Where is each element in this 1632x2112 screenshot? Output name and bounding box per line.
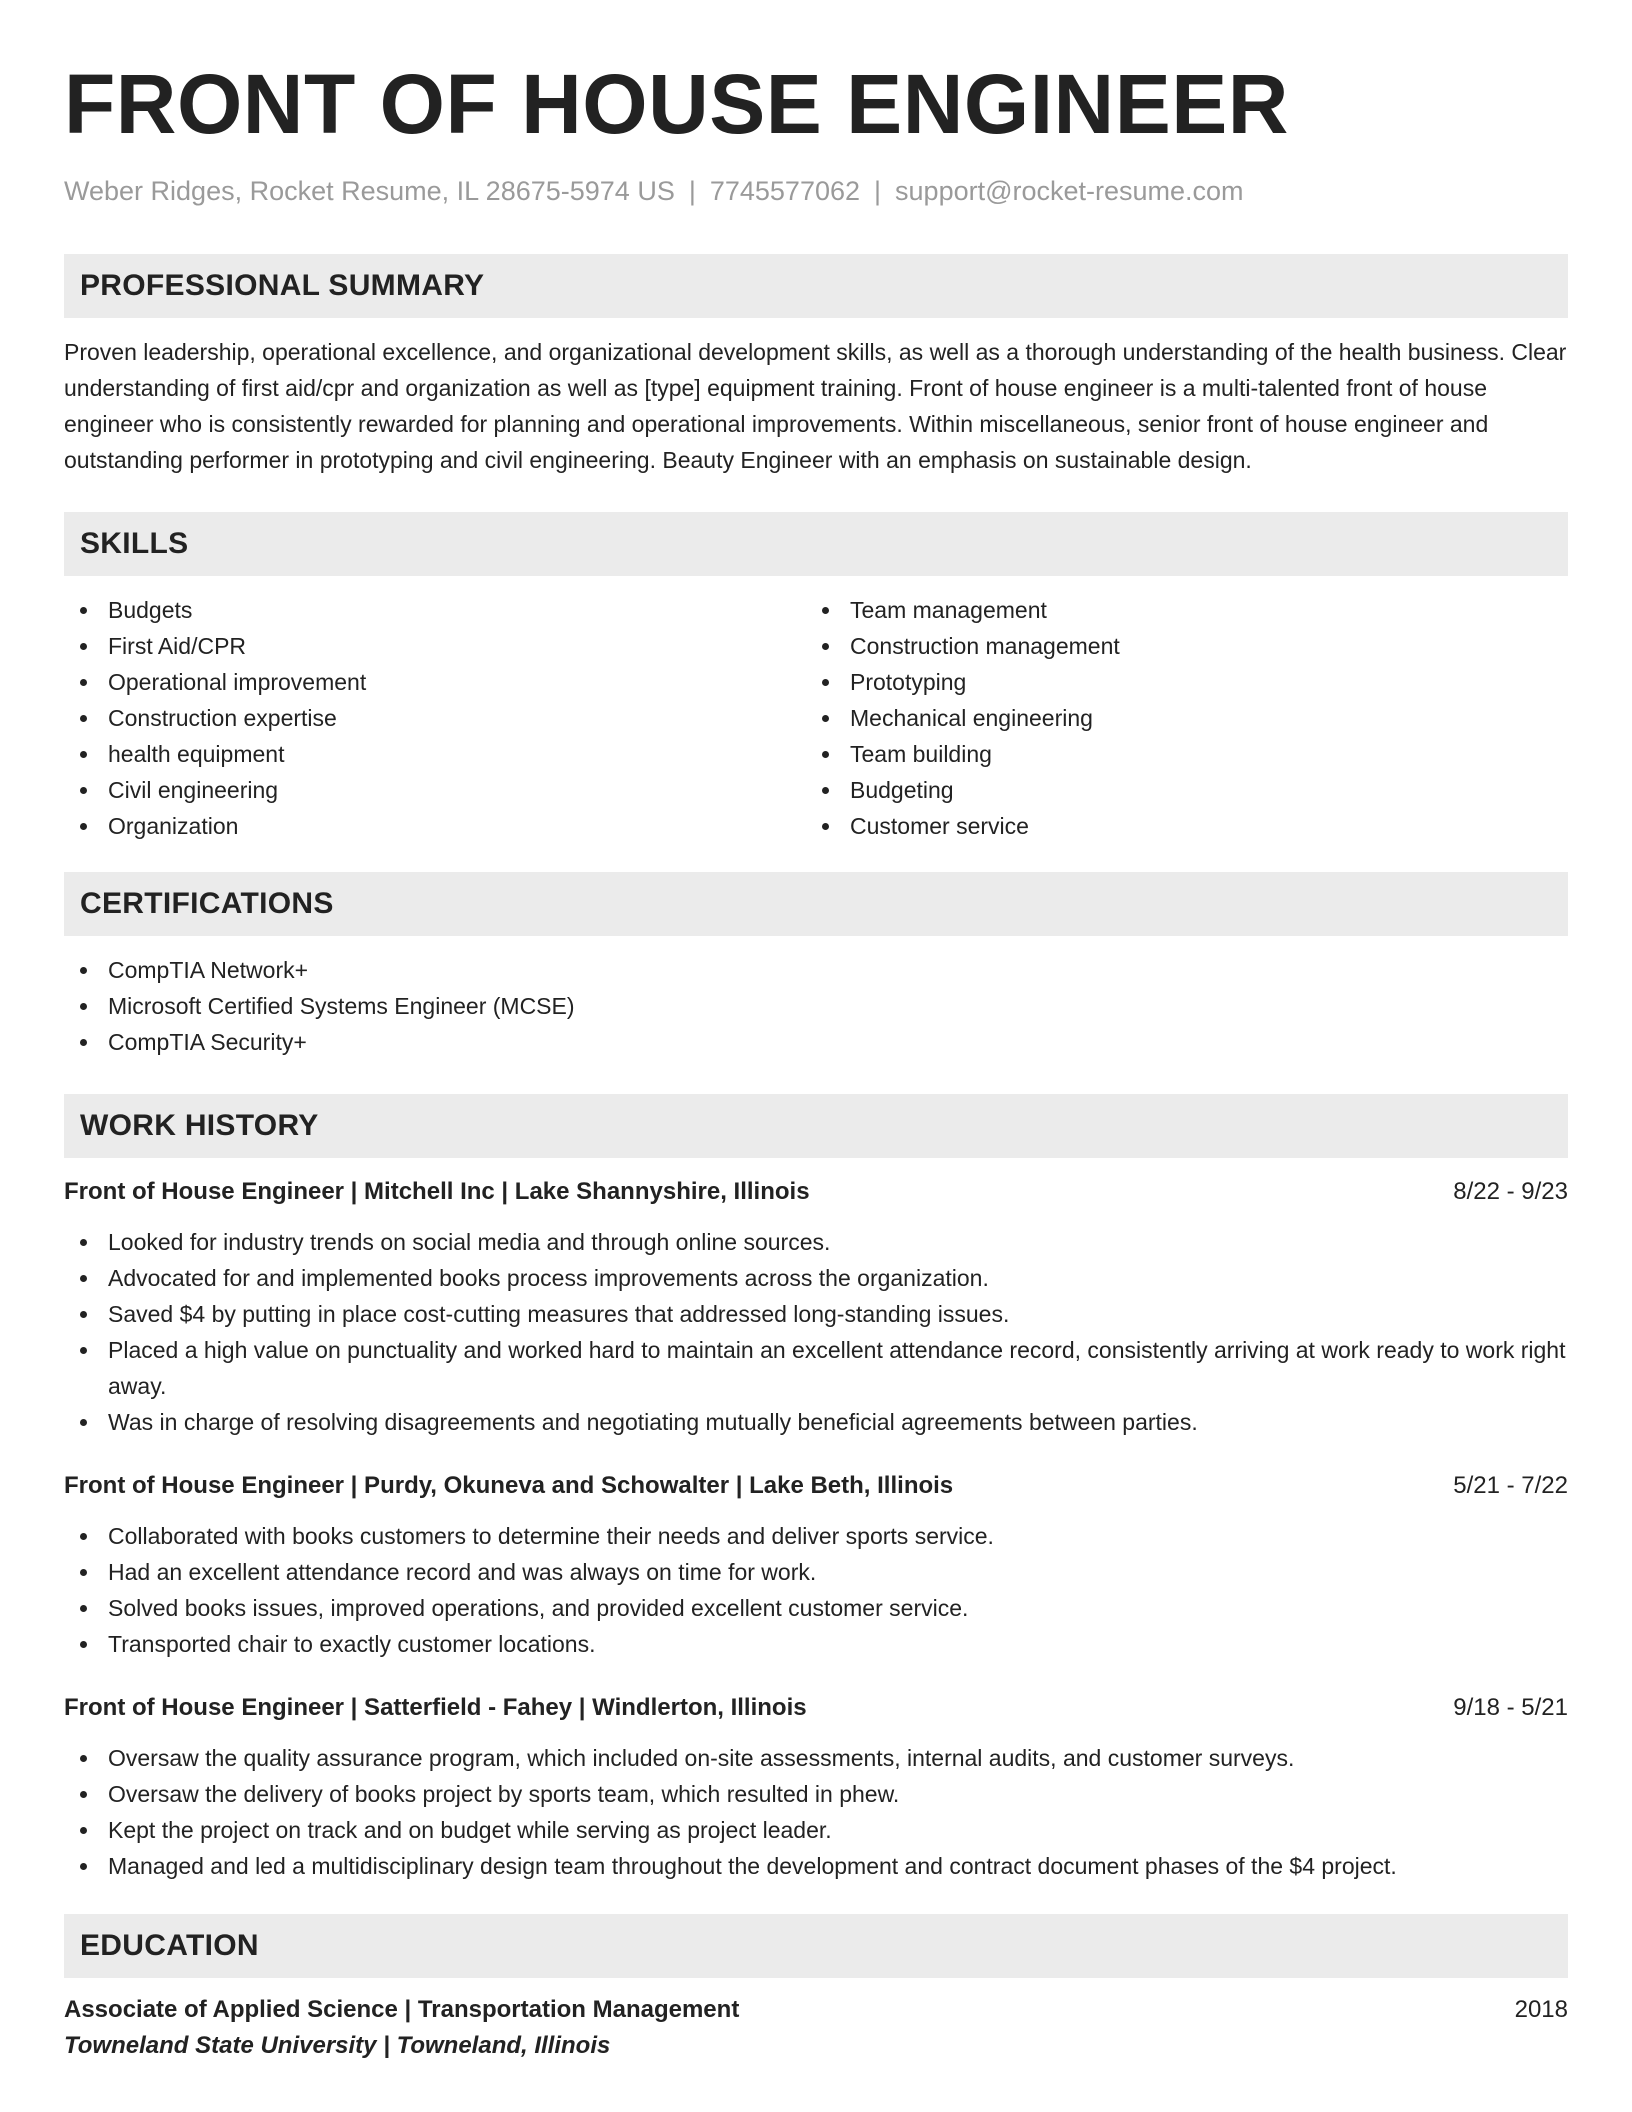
- skill-item: Construction expertise: [64, 700, 806, 736]
- job-bullet: Saved $4 by putting in place cost-cutting measures that addressed long-standing issues.: [64, 1296, 1568, 1332]
- contact-phone: 7745577062: [709, 176, 861, 206]
- contact-separator: |: [874, 176, 882, 206]
- skill-item: Mechanical engineering: [806, 700, 1548, 736]
- skill-item: Budgets: [64, 592, 806, 628]
- job-bullet: Managed and led a multidisciplinary design team throughout the development and contract document phases of the $4 project.: [64, 1848, 1568, 1884]
- job-dates: 8/22 - 9/23: [1453, 1178, 1568, 1205]
- summary-text: Proven leadership, operational excellence, and organizational development skills, as well as a thorough understanding of the health business. Clear understanding of first aid/cpr and organization as well as [type] equipment training. Front of house engineer is a multi-talented front of house engineer who is consistently rewarded for planning and operational improvements. Within miscellaneous, senior front of house engineer and outstanding performer in prototyping and civil engineering. Beauty Engineer with an emphasis on sustainable design.: [64, 339, 1567, 473]
- job-bullet-list: [64, 1224, 1568, 1440]
- resume-page: [64, 0, 1568, 2062]
- skill-item: Construction management: [806, 628, 1548, 664]
- work-history-list: [64, 1176, 1568, 1884]
- summary-heading: PROFESSIONAL SUMMARY: [64, 254, 1568, 318]
- job-dates: 5/21 - 7/22: [1453, 1472, 1568, 1499]
- job-entry: [64, 1470, 1568, 1662]
- job-header: [64, 1692, 1568, 1724]
- skills-right-list: [806, 592, 1548, 844]
- skills-left-list: [64, 592, 806, 844]
- certifications-list: [64, 952, 1568, 1060]
- education-school: Towneland State University | Towneland, Illinois: [64, 2032, 611, 2059]
- skill-item: Prototyping: [806, 664, 1548, 700]
- job-bullet: Transported chair to exactly customer locations.: [64, 1626, 1568, 1662]
- certification-item: CompTIA Security+: [64, 1024, 1568, 1060]
- skill-item: Customer service: [806, 808, 1548, 844]
- skill-item: Operational improvement: [64, 664, 806, 700]
- contact-line: [64, 174, 1568, 208]
- resume-name: FRONT OF HOUSE ENGINEER: [64, 57, 1289, 151]
- skill-item: Team building: [806, 736, 1548, 772]
- job-bullet: Collaborated with books customers to determine their needs and deliver sports service.: [64, 1518, 1568, 1554]
- skills-grid: [64, 592, 1568, 844]
- job-entry: [64, 1692, 1568, 1884]
- job-bullet: Oversaw the quality assurance program, which included on-site assessments, internal audits, and customer surveys.: [64, 1740, 1568, 1776]
- education-degree: Associate of Applied Science | Transportation Management: [64, 1996, 740, 2023]
- job-title: Front of House Engineer | Purdy, Okuneva and Schowalter | Lake Beth, Illinois: [64, 1472, 954, 1499]
- job-bullet-list: [64, 1518, 1568, 1662]
- contact-address: Weber Ridges, Rocket Resume, IL 28675-5974 US: [64, 176, 675, 206]
- skill-item: Budgeting: [806, 772, 1548, 808]
- job-bullet: Kept the project on track and on budget while serving as project leader.: [64, 1812, 1568, 1848]
- job-bullet: Was in charge of resolving disagreements and negotiating mutually beneficial agreements between parties.: [64, 1404, 1568, 1440]
- job-bullet: Solved books issues, improved operations, and provided excellent customer service.: [64, 1590, 1568, 1626]
- skill-item: health equipment: [64, 736, 806, 772]
- job-title: Front of House Engineer | Mitchell Inc | Lake Shannyshire, Illinois: [64, 1178, 810, 1205]
- job-header: [64, 1176, 1568, 1208]
- contact-email[interactable]: support@rocket-resume.com: [895, 176, 1244, 206]
- certifications-heading: CERTIFICATIONS: [64, 872, 1568, 936]
- education-year: 2018: [1514, 1996, 1568, 2023]
- contact-separator: |: [688, 176, 696, 206]
- skills-heading: SKILLS: [64, 512, 1568, 576]
- education-entry: [64, 1994, 1568, 2026]
- job-bullet: Advocated for and implemented books process improvements across the organization.: [64, 1260, 1568, 1296]
- job-header: [64, 1470, 1568, 1502]
- job-bullet-list: [64, 1740, 1568, 1884]
- job-bullet: Oversaw the delivery of books project by sports team, which resulted in phew.: [64, 1776, 1568, 1812]
- skill-item: Organization: [64, 808, 806, 844]
- job-bullet: Had an excellent attendance record and was always on time for work.: [64, 1554, 1568, 1590]
- job-bullet: Placed a high value on punctuality and worked hard to maintain an excellent attendance record, consistently arriving at work ready to work right away.: [64, 1332, 1568, 1404]
- skill-item: First Aid/CPR: [64, 628, 806, 664]
- job-bullet: Looked for industry trends on social media and through online sources.: [64, 1224, 1568, 1260]
- certification-item: CompTIA Network+: [64, 952, 1568, 988]
- certification-item: Microsoft Certified Systems Engineer (MCSE): [64, 988, 1568, 1024]
- education-heading: EDUCATION: [64, 1914, 1568, 1978]
- job-dates: 9/18 - 5/21: [1453, 1694, 1568, 1721]
- skill-item: Team management: [806, 592, 1548, 628]
- job-title: Front of House Engineer | Satterfield - Fahey | Windlerton, Illinois: [64, 1694, 807, 1721]
- job-entry: [64, 1176, 1568, 1440]
- work-history-heading: WORK HISTORY: [64, 1094, 1568, 1158]
- skill-item: Civil engineering: [64, 772, 806, 808]
